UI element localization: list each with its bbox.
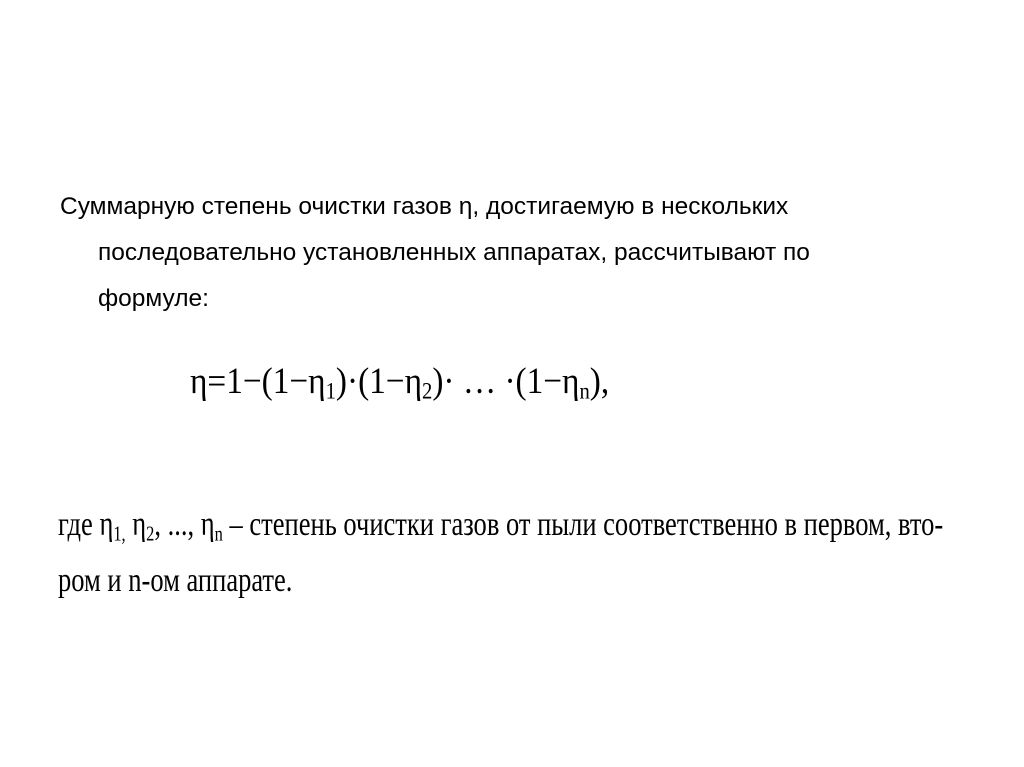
note-prefix: где η — [58, 506, 114, 543]
intro-line-3: формуле: — [98, 285, 209, 312]
note-mid-2: , ..., η — [154, 506, 215, 543]
note-line-1 — [58, 497, 944, 553]
note-mid-1: η — [125, 506, 147, 543]
formula-part-2: )·(1−η — [335, 361, 423, 402]
formula-subscript-2: 2 — [422, 378, 433, 404]
efficiency-formula — [190, 360, 609, 403]
note-subscript-1: 1, — [113, 521, 126, 546]
note-subscript-n: n — [214, 521, 223, 546]
intro-line-2: последовательно установленных аппаратах, рассчитывают по — [98, 239, 810, 266]
intro-paragraph — [60, 184, 960, 322]
formula-subscript-n: n — [579, 378, 590, 404]
note-rest-line-1: – степень очистки газов от пыли соответственно в первом, вто- — [222, 506, 944, 543]
formula-part-3: )· … ·(1−η — [432, 361, 580, 402]
formula-lhs: η=1−(1−η — [190, 361, 326, 402]
intro-line-1: Суммарную степень очистки газов η, достигаемую в нескольких — [60, 193, 789, 220]
formula-end: ), — [589, 361, 610, 402]
formula-subscript-1: 1 — [325, 378, 336, 404]
definition-note — [58, 497, 944, 609]
note-line-2: ром и n-ом аппарате. — [58, 562, 293, 599]
note-subscript-2: 2 — [146, 521, 155, 546]
